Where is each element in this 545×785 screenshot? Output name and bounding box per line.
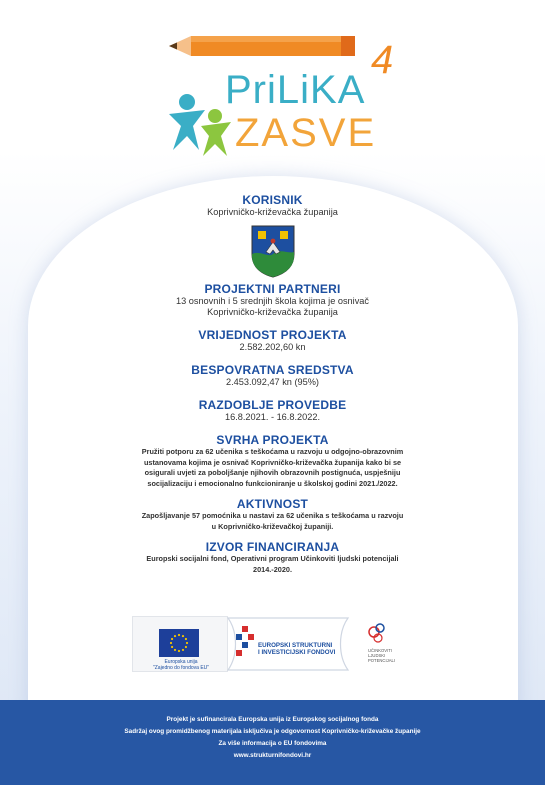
footer-line1: Projekt je sufinancirala Europska unija iz Europskog socijalnog fonda [166, 716, 379, 723]
korisnik-text: Koprivničko-križevačka županija [207, 207, 338, 217]
korisnik-title: KORISNIK [242, 193, 303, 207]
svrha-title: SVRHA PROJEKTA [216, 433, 329, 447]
eu-star-icon [178, 650, 180, 652]
sredstva-text: 2.453.092,47 kn (95%) [226, 377, 319, 387]
eu-star-icon [170, 642, 172, 644]
eu-label-2: "Zajedno do fondova EU" [152, 665, 210, 671]
footer [0, 700, 545, 785]
eu-logo-box [132, 616, 228, 672]
eu-star-icon [171, 646, 173, 648]
aktivnost-title: AKTIVNOST [236, 497, 309, 511]
svrha-line4: socijalizaciju i emocionalno funkcioniranje u školskoj godini 2021./2022. [147, 478, 398, 488]
footer-line3: Za više informacija o EU fondovima [218, 740, 327, 747]
project-logo [165, 18, 395, 168]
logo-number: 4 [371, 38, 394, 82]
fund-label [258, 642, 335, 656]
esf-label [368, 648, 395, 663]
eu-star-icon [185, 646, 187, 648]
footer-line2: Sadržaj ovog promidžbenog materijala isključiva je odgovornost Koprivničko-križevačke županije [124, 728, 421, 735]
izvor-line1: Europski socijalni fond, Operativni program Učinkoviti ljudski potencijali [146, 554, 399, 563]
aktivnost-line2: u Koprivničko-križevačkoj županiji. [211, 521, 334, 531]
logo-line1: PriLiKA [225, 68, 366, 112]
fund-line2: I INVESTICIJSKI FONDOVI [258, 649, 336, 656]
coat-of-arms-icon [250, 224, 296, 278]
partneri-title: PROJEKTNI PARTNERI [204, 282, 341, 296]
fund-line1: EUROPSKI STRUKTURNI [258, 642, 333, 649]
partneri-line1: 13 osnovnih i 5 srednjih škola kojima je osnivač [175, 296, 370, 306]
izvor-line2: 2014.-2020. [253, 564, 292, 574]
eu-star-icon [178, 634, 180, 636]
eu-star-icon [171, 638, 173, 640]
eu-star-icon [182, 635, 184, 637]
partneri-line2: Koprivničko-križevačka županija [207, 307, 338, 317]
project-info [120, 193, 425, 575]
svrha-line1: Pružiti potporu za 62 učenika s teškoćama u razvoju u odgojno-obrazovnim [141, 447, 404, 456]
eu-star-icon [182, 649, 184, 651]
esf-line1: UČINKOVITI [368, 648, 392, 653]
esf-line3: POTENCIJALI [368, 658, 395, 663]
svrha-line3: osigurali uvjeti za poboljšanje njihovih obrazovnih postignuća, uspješniju [144, 468, 401, 477]
footer-link[interactable]: www.strukturnifondovi.hr [233, 752, 312, 759]
eu-star-icon [186, 642, 188, 644]
children-figures-icon [169, 94, 231, 156]
eu-flag-icon [159, 629, 199, 657]
pencil-icon [169, 36, 355, 56]
eu-label-1: Europska unija [164, 659, 198, 665]
eu-star-icon [185, 638, 187, 640]
eu-star-icon [174, 649, 176, 651]
esif-squares-icon [234, 626, 256, 660]
esf-line2: LJUDSKI [368, 653, 386, 658]
vrijednost-title: VRIJEDNOST PROJEKTA [198, 328, 347, 342]
eu-star-icon [174, 635, 176, 637]
vrijednost-text: 2.582.202,60 kn [239, 342, 306, 352]
izvor-title: IZVOR FINANCIRANJA [205, 540, 340, 554]
sredstva-title: BESPOVRATNA SREDSTVA [191, 363, 354, 377]
eu-logos-band [132, 612, 412, 674]
aktivnost-line1: Zapošljavanje 57 pomoćnika u nastavi za 62 učenika s teškoćama u razvoju [141, 511, 404, 520]
razdoblje-title: RAZDOBLJE PROVEDBE [198, 398, 347, 412]
razdoblje-text: 16.8.2021. - 16.8.2022. [224, 412, 320, 422]
svrha-line2: ustanovama kojima je osnivač Koprivničko-križevačka županija kako bi se [143, 457, 402, 467]
logo-line2: ZASVE [235, 111, 377, 155]
